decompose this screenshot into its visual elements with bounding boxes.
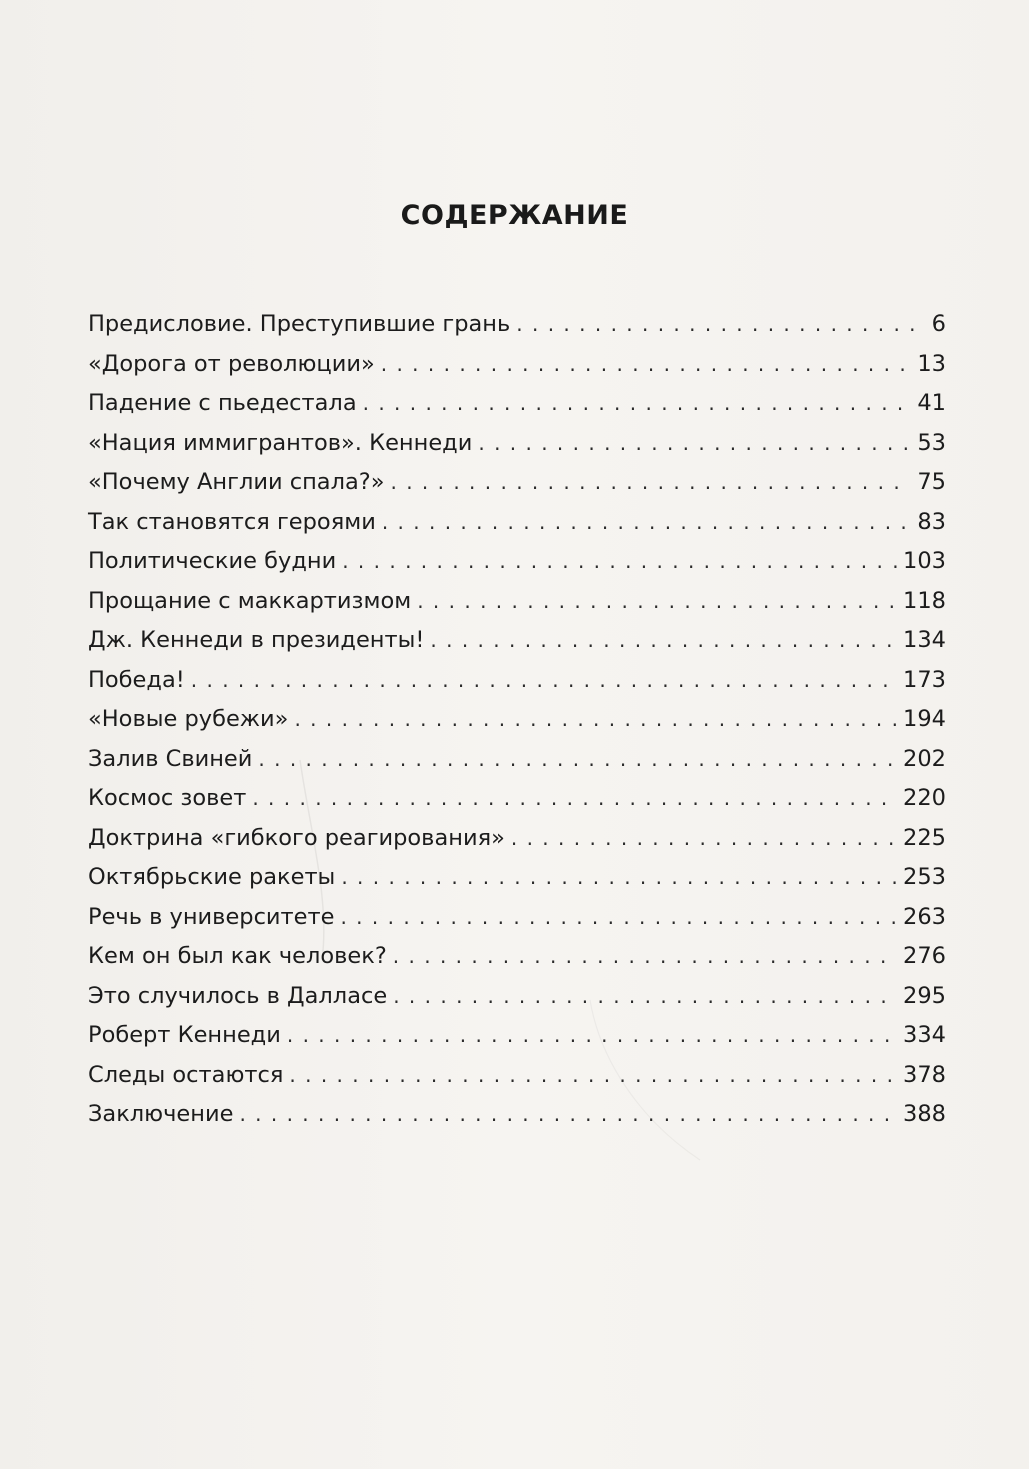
toc-entry xyxy=(88,746,946,786)
toc-title: СОДЕРЖАНИЕ xyxy=(400,200,629,231)
toc-entry xyxy=(88,351,946,391)
toc-dot-leader xyxy=(191,668,897,692)
toc-dot-leader xyxy=(239,1102,897,1126)
toc-dot-leader xyxy=(516,312,925,336)
toc-entry xyxy=(88,469,946,509)
toc-dot-leader xyxy=(289,1063,897,1087)
toc-entry-label: Роберт Кеннеди xyxy=(88,1022,281,1048)
toc-entry-label: «Дорога от революции» xyxy=(88,350,375,377)
toc-dot-leader xyxy=(511,826,897,850)
toc-entry-label: Следы остаются xyxy=(88,1061,284,1088)
toc-entry-page-number: 225 xyxy=(903,824,946,851)
toc-entry-label: Так становятся героями xyxy=(88,508,376,535)
toc-entry-label: «Новые рубежи» xyxy=(88,706,289,732)
toc-entry-page-number: 263 xyxy=(903,903,946,930)
toc-entry-page-number: 276 xyxy=(903,943,946,969)
toc-entry xyxy=(88,390,946,430)
toc-entry-page-number: 134 xyxy=(903,627,946,653)
toc-entry xyxy=(88,1062,946,1102)
toc-dot-leader xyxy=(342,549,897,573)
toc-entry-label: Космос зовет xyxy=(88,785,247,811)
toc-entry-page-number: 53 xyxy=(917,429,946,456)
toc-dot-leader xyxy=(417,589,897,613)
toc-dot-leader xyxy=(258,747,897,771)
toc-entry-label: Залив Свиней xyxy=(88,745,253,772)
toc-entry xyxy=(88,785,946,825)
toc-entry-page-number: 295 xyxy=(903,982,946,1009)
toc-entry-label: Речь в университете xyxy=(88,903,335,930)
toc-entry xyxy=(88,509,946,549)
toc-entry-label: Прощание с маккартизмом xyxy=(88,587,412,614)
toc-entry-page-number: 220 xyxy=(903,785,946,811)
toc-dot-leader xyxy=(390,470,911,494)
toc-dot-leader xyxy=(363,391,912,415)
toc-entry-label: Победа! xyxy=(88,666,185,693)
toc-entry-page-number: 378 xyxy=(903,1061,946,1088)
toc-entry-page-number: 118 xyxy=(903,587,946,614)
toc-dot-leader xyxy=(382,510,912,534)
toc-entry-page-number: 202 xyxy=(903,745,946,772)
toc-dot-leader xyxy=(430,628,897,652)
toc-entry-page-number: 388 xyxy=(903,1101,946,1127)
toc-entry-label: Кем он был как человек? xyxy=(88,943,387,969)
toc-dot-leader xyxy=(478,431,911,455)
toc-entry xyxy=(88,904,946,944)
toc-entry xyxy=(88,706,946,746)
toc-entry-page-number: 194 xyxy=(903,706,946,732)
toc-entry-page-number: 6 xyxy=(931,311,946,337)
toc-dot-leader xyxy=(252,786,897,810)
toc-entry-label: Октябрьские ракеты xyxy=(88,864,336,890)
toc-entry xyxy=(88,667,946,707)
toc-entry-label: Это случилось в Далласе xyxy=(88,982,388,1009)
toc-entry-page-number: 334 xyxy=(903,1022,946,1048)
toc-entry xyxy=(88,548,946,588)
toc-entry-page-number: 253 xyxy=(903,864,946,890)
toc-entry xyxy=(88,588,946,628)
toc-entry xyxy=(88,311,946,351)
toc-dot-leader xyxy=(340,905,897,929)
toc-entry-page-number: 13 xyxy=(917,350,946,377)
toc-entry-page-number: 173 xyxy=(903,666,946,693)
toc-dot-leader xyxy=(294,707,897,731)
toc-entry xyxy=(88,825,946,865)
toc-entry-label: «Почему Англии спала?» xyxy=(88,469,385,495)
toc-entry xyxy=(88,627,946,667)
toc-entry-page-number: 103 xyxy=(903,548,946,574)
toc-dot-leader xyxy=(287,1023,897,1047)
toc-entry xyxy=(88,864,946,904)
toc-dot-leader xyxy=(341,865,897,889)
toc-entry-page-number: 83 xyxy=(917,508,946,535)
toc-entry-label: Доктрина «гибкого реагирования» xyxy=(88,824,505,851)
toc-dot-leader xyxy=(393,984,897,1008)
toc-entry xyxy=(88,1101,946,1141)
toc-entry xyxy=(88,430,946,470)
toc-entry xyxy=(88,1022,946,1062)
toc-dot-leader xyxy=(393,944,897,968)
toc-entry-label: Заключение xyxy=(88,1101,234,1127)
toc-entry-label: Предисловие. Преступившие грань xyxy=(88,311,511,337)
toc-entry-page-number: 75 xyxy=(917,469,946,495)
toc-entry-label: Падение с пьедестала xyxy=(88,390,357,416)
toc-entry xyxy=(88,943,946,983)
table-of-contents xyxy=(88,311,946,1141)
toc-dot-leader xyxy=(381,352,912,376)
toc-entry xyxy=(88,983,946,1023)
toc-entry-label: «Нация иммигрантов». Кеннеди xyxy=(88,429,473,456)
toc-entry-page-number: 41 xyxy=(917,390,946,416)
toc-entry-label: Дж. Кеннеди в президенты! xyxy=(88,627,425,653)
toc-entry-label: Политические будни xyxy=(88,548,337,574)
